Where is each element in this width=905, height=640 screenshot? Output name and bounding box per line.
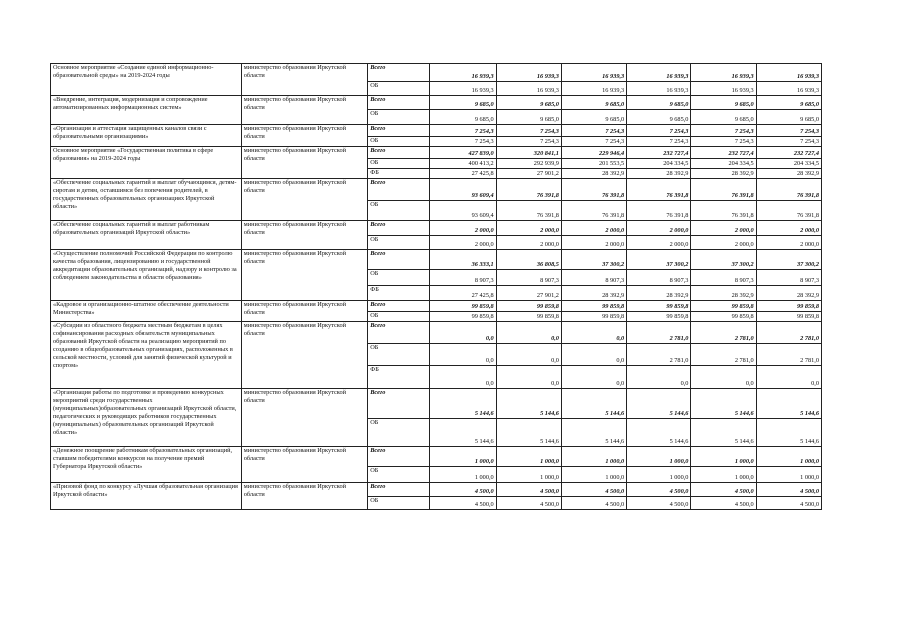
amount-cell: 99 859,8 <box>756 301 821 312</box>
table-row <box>51 322 822 344</box>
funding-source: Всего <box>368 447 430 467</box>
amount-cell: 7 254,3 <box>627 137 691 147</box>
amount-cell: 76 391,8 <box>756 179 821 201</box>
amount-cell: 0,0 <box>561 366 626 389</box>
amount-cell: 1 000,0 <box>627 447 691 467</box>
amount-cell: 7 254,3 <box>756 125 821 137</box>
amount-cell: 4 500,0 <box>496 497 561 510</box>
amount-cell: 99 859,8 <box>430 312 496 322</box>
table-row <box>51 64 822 82</box>
amount-cell: 8 907,3 <box>756 270 821 286</box>
amount-cell: 99 859,8 <box>756 312 821 322</box>
amount-cell: 5 144,6 <box>756 389 821 419</box>
amount-cell: 28 392,9 <box>756 286 821 301</box>
amount-cell: 28 392,9 <box>627 169 691 179</box>
amount-cell: 16 939,3 <box>561 64 626 82</box>
amount-cell: 76 391,8 <box>496 201 561 221</box>
amount-cell: 16 939,3 <box>496 82 561 96</box>
amount-cell: 232 727,4 <box>691 147 756 159</box>
funding-source: Всего <box>368 301 430 312</box>
amount-cell: 5 144,6 <box>627 419 691 447</box>
amount-cell: 0,0 <box>496 322 561 344</box>
amount-cell: 16 939,3 <box>756 82 821 96</box>
activity-name: Основное мероприятие «Государственная политика в сфере образования» на 2019-2024 годы <box>51 147 242 179</box>
amount-cell: 204 334,5 <box>691 159 756 169</box>
amount-cell: 2 000,0 <box>561 221 626 236</box>
amount-cell: 0,0 <box>756 366 821 389</box>
amount-cell: 28 392,9 <box>756 169 821 179</box>
funding-source: Всего <box>368 125 430 137</box>
funding-source: Всего <box>368 64 430 82</box>
amount-cell: 9 685,0 <box>496 96 561 110</box>
amount-cell: 2 000,0 <box>756 236 821 250</box>
amount-cell: 1 000,0 <box>430 447 496 467</box>
amount-cell: 16 939,3 <box>496 64 561 82</box>
amount-cell: 0,0 <box>561 322 626 344</box>
funding-source: Всего <box>368 483 430 497</box>
amount-cell: 28 392,9 <box>691 286 756 301</box>
amount-cell: 93 609,4 <box>430 179 496 201</box>
amount-cell: 2 781,0 <box>691 322 756 344</box>
amount-cell: 16 939,3 <box>561 82 626 96</box>
amount-cell: 0,0 <box>627 366 691 389</box>
amount-cell: 1 000,0 <box>561 467 626 483</box>
amount-cell: 37 300,2 <box>691 250 756 270</box>
amount-cell: 9 685,0 <box>561 110 626 125</box>
amount-cell: 9 685,0 <box>756 96 821 110</box>
amount-cell: 8 907,3 <box>496 270 561 286</box>
amount-cell: 8 907,3 <box>561 270 626 286</box>
amount-cell: 76 391,8 <box>561 201 626 221</box>
amount-cell: 204 334,5 <box>627 159 691 169</box>
amount-cell: 99 859,8 <box>627 301 691 312</box>
amount-cell: 0,0 <box>496 344 561 366</box>
amount-cell: 76 391,8 <box>561 179 626 201</box>
amount-cell: 16 939,3 <box>430 82 496 96</box>
funding-source: ОБ <box>368 137 430 147</box>
amount-cell: 4 500,0 <box>627 483 691 497</box>
table-row <box>51 179 822 201</box>
responsible-executor: министерство образования Иркутской области <box>241 483 367 510</box>
amount-cell: 5 144,6 <box>496 419 561 447</box>
funding-source: ОБ <box>368 344 430 366</box>
amount-cell: 2 000,0 <box>496 221 561 236</box>
amount-cell: 5 144,6 <box>561 419 626 447</box>
amount-cell: 1 000,0 <box>561 447 626 467</box>
amount-cell: 8 907,3 <box>691 270 756 286</box>
table-row <box>51 483 822 497</box>
amount-cell: 99 859,8 <box>561 312 626 322</box>
amount-cell: 28 392,9 <box>561 169 626 179</box>
amount-cell: 37 300,2 <box>627 250 691 270</box>
amount-cell: 36 333,1 <box>430 250 496 270</box>
amount-cell: 16 939,3 <box>691 64 756 82</box>
amount-cell: 1 000,0 <box>496 447 561 467</box>
amount-cell: 16 939,3 <box>430 64 496 82</box>
amount-cell: 37 300,2 <box>561 250 626 270</box>
amount-cell: 0,0 <box>430 322 496 344</box>
amount-cell: 7 254,3 <box>561 125 626 137</box>
amount-cell: 4 500,0 <box>496 483 561 497</box>
table-row <box>51 389 822 419</box>
amount-cell: 37 300,2 <box>756 250 821 270</box>
table-row <box>51 447 822 467</box>
activity-name: «Призовой фонд по конкурсу «Лучшая образовательная организация Иркутской области» <box>51 483 242 510</box>
amount-cell: 2 781,0 <box>627 322 691 344</box>
amount-cell: 2 000,0 <box>756 221 821 236</box>
amount-cell: 5 144,6 <box>430 419 496 447</box>
responsible-executor: министерство образования Иркутской области <box>241 301 367 322</box>
amount-cell: 27 901,2 <box>496 286 561 301</box>
amount-cell: 5 144,6 <box>627 389 691 419</box>
amount-cell: 4 500,0 <box>627 497 691 510</box>
amount-cell: 2 000,0 <box>561 236 626 250</box>
amount-cell: 5 144,6 <box>561 389 626 419</box>
activity-name: «Обеспечение социальных гарантий и выплат обучающимся, детям-сиротам и детям, оставшимся без попечения родителей, в государственных образовательных организациях Иркутской области» <box>51 179 242 221</box>
responsible-executor: министерство образования Иркутской области <box>241 64 367 96</box>
activity-name: «Организация и аттестация защищенных каналов связи с образовательными организациями» <box>51 125 242 147</box>
amount-cell: 4 500,0 <box>561 483 626 497</box>
amount-cell: 9 685,0 <box>561 96 626 110</box>
funding-source: ОБ <box>368 467 430 483</box>
funding-source: ОБ <box>368 497 430 510</box>
amount-cell: 99 859,8 <box>691 301 756 312</box>
activity-name: «Осуществление полномочий Российской Федерации по контролю качества образования, лицензированию и государственной аккредитации образовательных организаций, надзору и контролю за соблюдением законодательства в области образования» <box>51 250 242 301</box>
activity-name: «Субсидии из областного бюджета местным бюджетам в целях софинансирования расходных обязательств муниципальных образований Иркутской области на реализацию мероприятий по созданию в общеобразовательных организациях, расположенных в сельской местности, условий для занятий физической культурой и спортом» <box>51 322 242 389</box>
responsible-executor: министерство образования Иркутской области <box>241 147 367 179</box>
amount-cell: 201 553,5 <box>561 159 626 169</box>
amount-cell: 4 500,0 <box>561 497 626 510</box>
activity-name: «Обеспечение социальных гарантий и выплат работникам образовательных организаций Иркутской области» <box>51 221 242 250</box>
amount-cell: 99 859,8 <box>496 312 561 322</box>
funding-source: ОБ <box>368 312 430 322</box>
amount-cell: 76 391,8 <box>691 201 756 221</box>
amount-cell: 76 391,8 <box>627 201 691 221</box>
responsible-executor: министерство образования Иркутской области <box>241 179 367 221</box>
responsible-executor: министерство образования Иркутской области <box>241 96 367 125</box>
amount-cell: 7 254,3 <box>496 137 561 147</box>
amount-cell: 7 254,3 <box>561 137 626 147</box>
amount-cell: 36 808,5 <box>496 250 561 270</box>
amount-cell: 7 254,3 <box>756 137 821 147</box>
funding-source: Всего <box>368 221 430 236</box>
amount-cell: 0,0 <box>691 366 756 389</box>
amount-cell: 1 000,0 <box>691 467 756 483</box>
amount-cell: 99 859,8 <box>627 312 691 322</box>
amount-cell: 9 685,0 <box>627 110 691 125</box>
table-row <box>51 96 822 110</box>
amount-cell: 27 425,8 <box>430 286 496 301</box>
amount-cell: 4 500,0 <box>430 497 496 510</box>
amount-cell: 0,0 <box>561 344 626 366</box>
responsible-executor: министерство образования Иркутской области <box>241 125 367 147</box>
activity-name: Основное мероприятие «Создание единой информационно-образовательной среды» на 2019-2024 годы <box>51 64 242 96</box>
funding-source: Всего <box>368 250 430 270</box>
amount-cell: 2 000,0 <box>430 236 496 250</box>
activity-name: «Денежное поощрение работникам образовательных организаций, ставшим победителями конкурсов на получение премий Губернатора Иркутской области» <box>51 447 242 483</box>
funding-source: Всего <box>368 96 430 110</box>
amount-cell: 9 685,0 <box>627 96 691 110</box>
amount-cell: 16 939,3 <box>627 82 691 96</box>
table-row <box>51 221 822 236</box>
amount-cell: 99 859,8 <box>561 301 626 312</box>
amount-cell: 8 907,3 <box>430 270 496 286</box>
amount-cell: 0,0 <box>430 344 496 366</box>
funding-source: ОБ <box>368 270 430 286</box>
funding-source: ОБ <box>368 419 430 447</box>
amount-cell: 7 254,3 <box>691 137 756 147</box>
amount-cell: 0,0 <box>496 366 561 389</box>
amount-cell: 99 859,8 <box>496 301 561 312</box>
funding-source: ОБ <box>368 201 430 221</box>
amount-cell: 1 000,0 <box>430 467 496 483</box>
funding-source: ОБ <box>368 236 430 250</box>
amount-cell: 2 000,0 <box>496 236 561 250</box>
table-row <box>51 125 822 137</box>
amount-cell: 93 609,4 <box>430 201 496 221</box>
amount-cell: 1 000,0 <box>627 467 691 483</box>
amount-cell: 4 500,0 <box>756 497 821 510</box>
amount-cell: 4 500,0 <box>691 497 756 510</box>
funding-source: ОБ <box>368 110 430 125</box>
amount-cell: 76 391,8 <box>627 179 691 201</box>
amount-cell: 16 939,3 <box>756 64 821 82</box>
amount-cell: 5 144,6 <box>496 389 561 419</box>
amount-cell: 76 391,8 <box>691 179 756 201</box>
amount-cell: 99 859,8 <box>430 301 496 312</box>
amount-cell: 5 144,6 <box>691 389 756 419</box>
amount-cell: 292 939,9 <box>496 159 561 169</box>
activity-name: «Внедрение, интеграция, модернизация и сопровождение автоматизированных информационных систем» <box>51 96 242 125</box>
amount-cell: 7 254,3 <box>627 125 691 137</box>
amount-cell: 2 781,0 <box>756 322 821 344</box>
responsible-executor: министерство образования Иркутской области <box>241 221 367 250</box>
amount-cell: 9 685,0 <box>691 110 756 125</box>
funding-source: Всего <box>368 179 430 201</box>
table-row <box>51 250 822 270</box>
responsible-executor: министерство образования Иркутской области <box>241 250 367 301</box>
activity-name: «Организация работы по подготовке и проведению конкурсных мероприятий среди государственных (муниципальных)образовательных организаций Иркутской области, педагогических и руководящих работников государственных (муниципальных) образовательных организаций Иркутской области» <box>51 389 242 447</box>
amount-cell: 400 413,2 <box>430 159 496 169</box>
amount-cell: 9 685,0 <box>430 110 496 125</box>
amount-cell: 204 334,5 <box>756 159 821 169</box>
amount-cell: 99 859,8 <box>691 312 756 322</box>
amount-cell: 9 685,0 <box>430 96 496 110</box>
amount-cell: 5 144,6 <box>756 419 821 447</box>
amount-cell: 7 254,3 <box>691 125 756 137</box>
amount-cell: 2 000,0 <box>627 221 691 236</box>
budget-table <box>50 63 822 510</box>
funding-source: Всего <box>368 389 430 419</box>
amount-cell: 1 000,0 <box>691 447 756 467</box>
amount-cell: 2 000,0 <box>430 221 496 236</box>
amount-cell: 76 391,8 <box>496 179 561 201</box>
amount-cell: 0,0 <box>430 366 496 389</box>
responsible-executor: министерство образования Иркутской области <box>241 389 367 447</box>
amount-cell: 232 727,4 <box>756 147 821 159</box>
responsible-executor: министерство образования Иркутской области <box>241 322 367 389</box>
amount-cell: 232 727,4 <box>627 147 691 159</box>
amount-cell: 2 781,0 <box>627 344 691 366</box>
amount-cell: 7 254,3 <box>430 125 496 137</box>
funding-source: ФБ <box>368 366 430 389</box>
amount-cell: 5 144,6 <box>691 419 756 447</box>
amount-cell: 7 254,3 <box>430 137 496 147</box>
table-row <box>51 301 822 312</box>
amount-cell: 76 391,8 <box>756 201 821 221</box>
amount-cell: 1 000,0 <box>496 467 561 483</box>
funding-source: ОБ <box>368 82 430 96</box>
amount-cell: 5 144,6 <box>430 389 496 419</box>
amount-cell: 2 781,0 <box>691 344 756 366</box>
amount-cell: 1 000,0 <box>756 447 821 467</box>
funding-source: ФБ <box>368 286 430 301</box>
funding-source: ОБ <box>368 159 430 169</box>
funding-source: Всего <box>368 147 430 159</box>
table-row <box>51 147 822 159</box>
amount-cell: 28 392,9 <box>627 286 691 301</box>
amount-cell: 2 781,0 <box>756 344 821 366</box>
amount-cell: 427 839,0 <box>430 147 496 159</box>
amount-cell: 8 907,3 <box>627 270 691 286</box>
funding-source: Всего <box>368 322 430 344</box>
activity-name: «Кадровое и организационно-штатное обеспечение деятельности Министерства» <box>51 301 242 322</box>
amount-cell: 2 000,0 <box>627 236 691 250</box>
responsible-executor: министерство образования Иркутской области <box>241 447 367 483</box>
amount-cell: 28 392,9 <box>561 286 626 301</box>
amount-cell: 27 901,2 <box>496 169 561 179</box>
amount-cell: 7 254,3 <box>496 125 561 137</box>
amount-cell: 4 500,0 <box>691 483 756 497</box>
amount-cell: 4 500,0 <box>430 483 496 497</box>
amount-cell: 320 841,1 <box>496 147 561 159</box>
funding-source: ФБ <box>368 169 430 179</box>
amount-cell: 9 685,0 <box>496 110 561 125</box>
amount-cell: 16 939,3 <box>627 64 691 82</box>
amount-cell: 4 500,0 <box>756 483 821 497</box>
amount-cell: 9 685,0 <box>756 110 821 125</box>
amount-cell: 9 685,0 <box>691 96 756 110</box>
amount-cell: 27 425,8 <box>430 169 496 179</box>
amount-cell: 16 939,3 <box>691 82 756 96</box>
amount-cell: 2 000,0 <box>691 221 756 236</box>
amount-cell: 2 000,0 <box>691 236 756 250</box>
amount-cell: 1 000,0 <box>756 467 821 483</box>
amount-cell: 229 946,4 <box>561 147 626 159</box>
amount-cell: 28 392,9 <box>691 169 756 179</box>
